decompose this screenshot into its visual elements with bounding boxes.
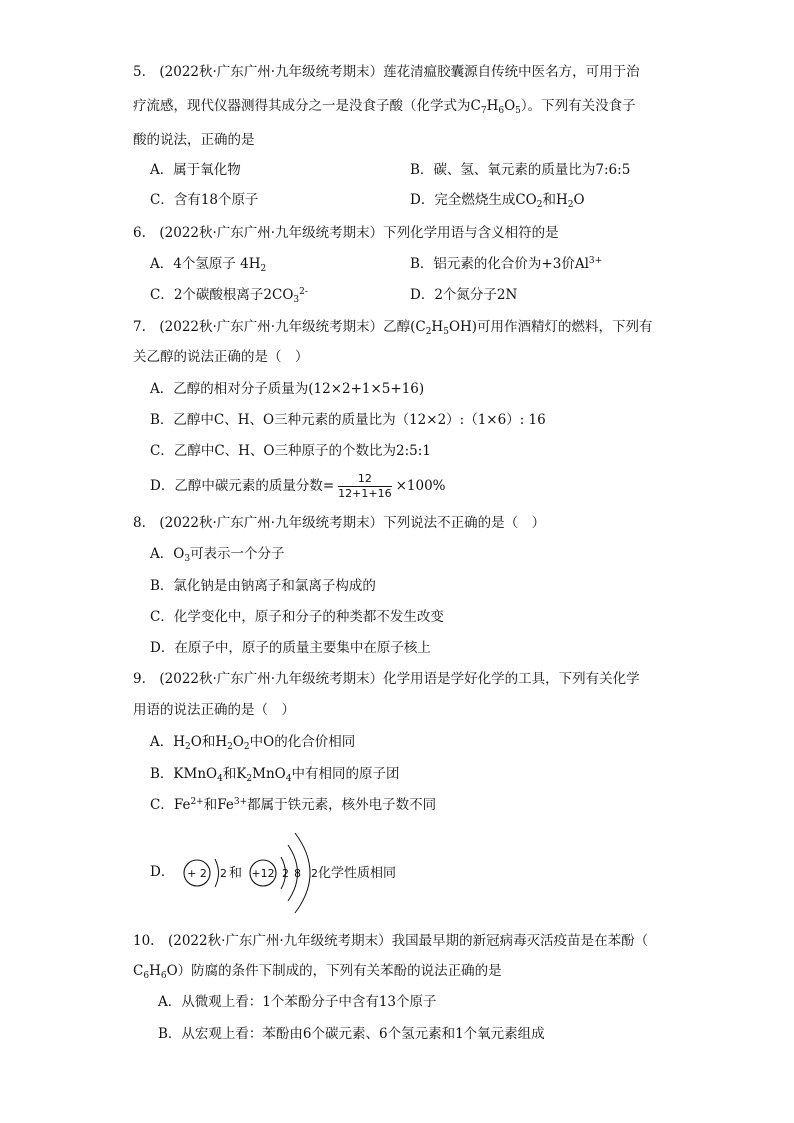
electron-count-2c: 2 <box>311 867 318 880</box>
nucleus-charge-1: + 2 <box>187 867 207 880</box>
q9-option-a: A．$H_2O$和$H_2O_2$中O的化合价相同 <box>150 734 356 752</box>
q9-option-d-label: D． <box>150 864 175 880</box>
q9-option-d-tail: 化学性质相同 <box>318 866 397 881</box>
q8-stem: 8. (2022秋·广东广州·九年级统考期末）下列说法不正确的是（ ） <box>133 515 546 531</box>
q8-option-b: B．氯化钠是由钠离子和氯离子构成的 <box>150 578 376 594</box>
q6-option-d: D．2个氮分子2N <box>410 287 518 303</box>
q9-stem-line1: 9. (2022秋·广东广州·九年级统考期末）化学用语是学好化学的工具，下列有关化学 <box>133 671 640 687</box>
q5-option-b: B．碳、氢、氧元素的质量比为7:6:5 <box>410 162 631 178</box>
q5-stem-line1: 5. (2022秋·广东广州·九年级统考期末）莲花清瘟胶囊源自传统中医名方，可用于治 <box>133 64 640 80</box>
q6-option-b: B．铝元素的化合价为+3价$Al^{3+}$ <box>410 256 603 272</box>
q9-option-c: C．$Fe^{2+}$和$Fe^{3+}$都属于铁元素，核外电子数不同 <box>150 797 437 813</box>
q7-option-a: A．乙醇的相对分子质量为(12×2+1×5+16) <box>150 381 425 397</box>
q7-option-b: B．乙醇中C、H、O三种元素的质量比为（12×2）:（1×6）: 16 <box>150 412 546 428</box>
q8-option-a: A．$O_3$可表示一个分子 <box>150 546 285 564</box>
atom-structure-diagrams <box>175 830 415 916</box>
mass-fraction: $\frac{12}{12+1+16}$ <box>338 472 392 500</box>
q10-option-a: A．从微观上看：1个苯酚分子中含有13个原子 <box>158 994 437 1010</box>
q5-option-d: D．完全燃烧生成$CO_2$和$H_2O$ <box>410 192 585 210</box>
electron-count-1: 2 <box>220 867 227 880</box>
q5-option-c: C．含有18个原子 <box>150 192 259 208</box>
q7-option-d: D．乙醇中碳元素的质量分数= $\frac{12}{12+1+16}$ ×100% <box>150 472 446 500</box>
q10-option-b: B．从宏观上看：苯酚由6个碳元素、6个氢元素和1个氧元素组成 <box>158 1026 545 1042</box>
q6-option-a: A．4个氢原子 $4H_2$ <box>150 256 267 274</box>
q10-stem-line1: 10. (2022秋·广东广州·九年级统考期末）我国最早期的新冠病毒灭活疫苗是在苯酚（ <box>133 933 649 949</box>
electron-shell-1 <box>215 859 219 887</box>
conjunction-and: 和 <box>229 866 243 881</box>
q5-option-a: A．属于氧化物 <box>150 162 241 178</box>
electron-count-2a: 2 <box>282 867 289 880</box>
q5-stem-line3: 酸的说法，正确的是 <box>133 132 255 148</box>
electron-count-2b: 8 <box>294 867 301 880</box>
q5-stem-line2: 疗流感，现代仪器测得其成分之一是没食子酸（化学式为$C_7H_6O_5$）。下列有关没食子 <box>133 98 636 116</box>
q10-stem-line2: $C_6H_6O$）防腐的条件下制成的，下列有关苯酚的说法正确的是 <box>133 963 502 981</box>
q6-option-c: C．2个碳酸根离子$2CO_3^{2-}$ <box>150 287 308 305</box>
q7-stem-line1: 7. (2022秋·广东广州·九年级统考期末）乙醇$(C_2H_5OH)$可用作酒精灯的燃料，下列有 <box>133 319 653 337</box>
q9-stem-line2: 用语的说法正确的是（ ） <box>133 702 295 718</box>
q6-stem: 6. (2022秋·广东广州·九年级统考期末）下列化学用语与含义相符的是 <box>133 225 559 241</box>
q7-option-c: C．乙醇中C、H、O三种原子的个数比为2:5:1 <box>150 443 431 459</box>
q9-option-b: B．KMnO$_4$和$K_2MnO_4$中有相同的原子团 <box>150 766 400 784</box>
nucleus-charge-2: +12 <box>251 867 275 880</box>
q8-option-c: C．化学变化中，原子和分子的种类都不发生改变 <box>150 609 444 625</box>
q8-option-d: D．在原子中，原子的质量主要集中在原子核上 <box>150 640 431 656</box>
q7-stem-line2: 关乙醇的说法正确的是（ ） <box>133 349 309 365</box>
